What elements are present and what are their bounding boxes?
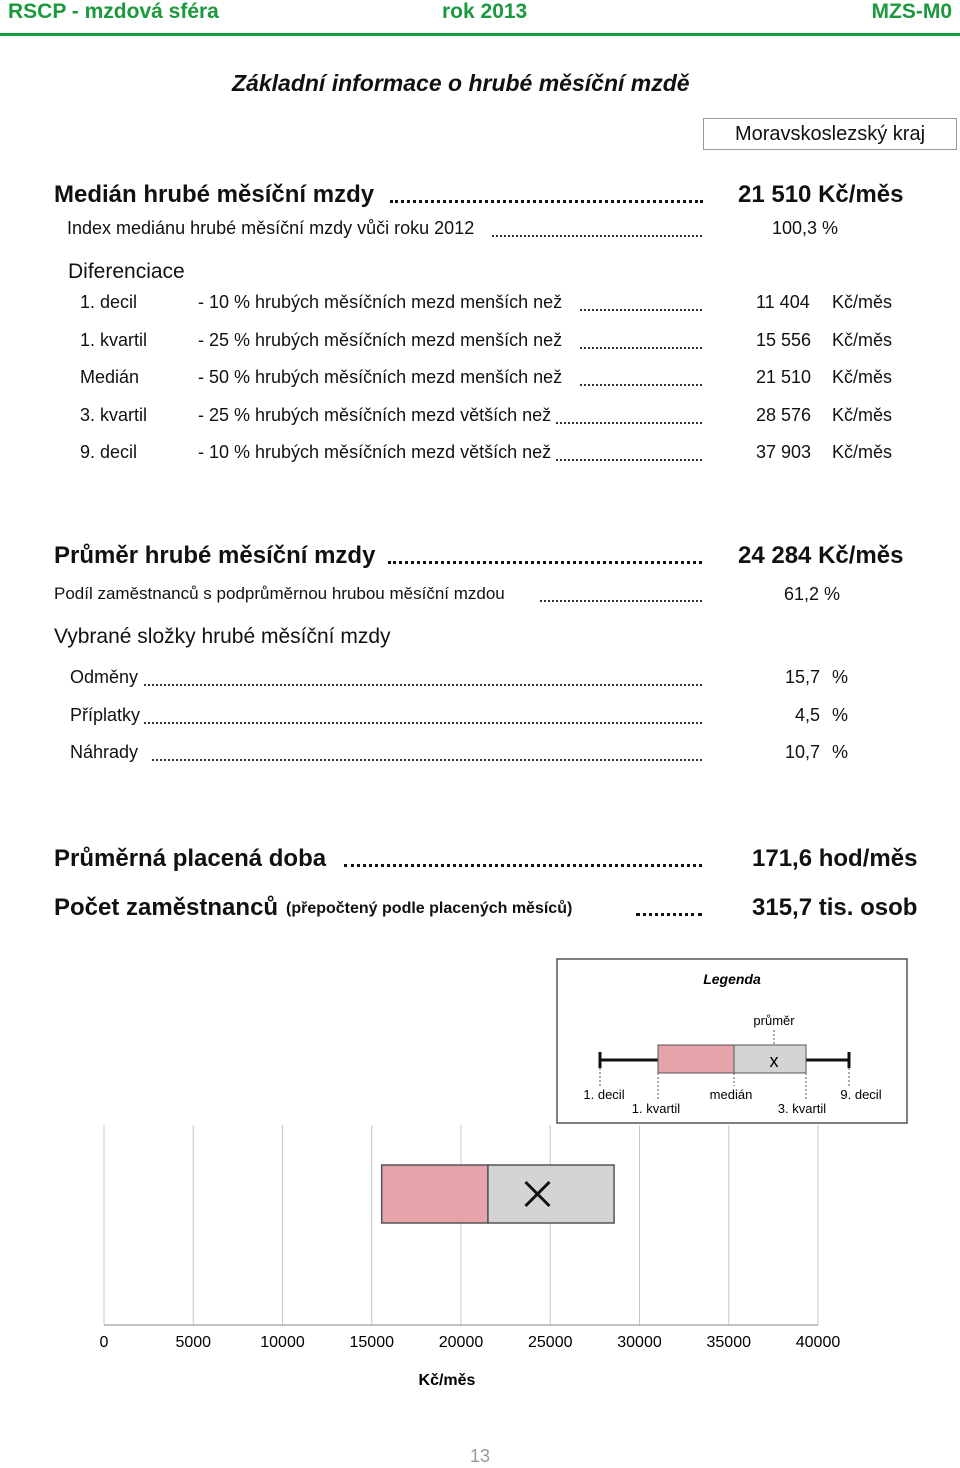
- median-value: 21 510 Kč/měs: [738, 181, 904, 208]
- dif-row-unit: Kč/měs: [832, 442, 893, 462]
- legend-decil9: 9. decil: [840, 1087, 882, 1102]
- box-lower-q1-median: [382, 1165, 488, 1223]
- x-tick-label: 20000: [438, 1334, 484, 1351]
- dot-leader: [556, 459, 702, 461]
- slozky-title: Vybrané složky hrubé měsíční mzdy: [54, 625, 391, 648]
- dot-leader: [388, 561, 702, 564]
- doba-value: 171,6 hod/měs: [752, 845, 918, 872]
- header-right: MZS-M0: [871, 0, 952, 23]
- dot-leader: [556, 422, 702, 424]
- legend-kvartil3: 3. kvartil: [777, 1101, 827, 1116]
- x-tick-label: 15000: [349, 1334, 394, 1351]
- dif-row-desc: - 50 % hrubých měsíčních mezd menších než: [198, 367, 563, 387]
- x-tick-label: 35000: [706, 1334, 751, 1351]
- x-tick-label: 25000: [528, 1334, 573, 1351]
- dif-row-name: 1. decil: [80, 292, 138, 312]
- region-box: Moravskoslezský kraj: [703, 118, 957, 150]
- pocet-label-small: (přepočtený podle placených měsíců): [286, 900, 573, 917]
- dif-row-unit: Kč/měs: [832, 329, 893, 350]
- dif-row-unit: Kč/měs: [832, 404, 893, 425]
- slozky-row-name: Náhrady: [70, 742, 139, 762]
- box-upper-median-q3: [488, 1165, 614, 1223]
- legend-kvartil1: 1. kvartil: [631, 1101, 681, 1116]
- dif-row-unit: Kč/měs: [832, 292, 893, 312]
- index-label: Index mediánu hrubé měsíční mzdy vůči roku 2012: [67, 218, 475, 238]
- box-plot-chart: [0, 1125, 960, 1395]
- x-axis-label: Kč/měs: [418, 1372, 476, 1389]
- dot-leader: [344, 864, 702, 867]
- podil-value: 61,2 %: [784, 584, 841, 604]
- dot-leader: [144, 684, 702, 686]
- median-label: Medián hrubé měsíční mzdy: [54, 181, 375, 208]
- dif-row-name: 9. decil: [80, 442, 138, 462]
- index-value: 100,3 %: [772, 218, 839, 238]
- slozky-row-value: 15,7: [784, 667, 820, 687]
- legend-median: medián: [709, 1087, 753, 1102]
- dot-leader: [636, 913, 702, 916]
- x-tick-label: 40000: [795, 1334, 841, 1351]
- dif-row-value: 11 404: [756, 292, 810, 312]
- dif-row-value: 15 556: [756, 329, 812, 350]
- diferenciace-title: Diferenciace: [68, 260, 185, 283]
- pocet-value: 315,7 tis. osob: [752, 894, 918, 921]
- dif-row-value: 28 576: [756, 404, 812, 425]
- legend-prumer: průměr: [753, 1013, 795, 1028]
- dot-leader: [144, 722, 702, 724]
- slozky-row-name: Příplatky: [70, 704, 141, 725]
- dot-leader: [152, 759, 702, 761]
- page-number: 13: [470, 1446, 491, 1466]
- dif-row-desc: - 10 % hrubých měsíčních mezd menších než: [198, 292, 563, 312]
- legend-decil1: 1. decil: [583, 1087, 625, 1102]
- legend-x: x: [769, 1051, 779, 1071]
- dif-row-name: 3. kvartil: [80, 404, 148, 425]
- dif-row-desc: - 10 % hrubých měsíčních mezd větších než: [198, 442, 552, 462]
- prumer-value: 24 284 Kč/měs: [738, 542, 904, 569]
- dif-row-desc: - 25 % hrubých měsíčních mezd větších než: [198, 404, 552, 425]
- slozky-row-value: 10,7: [784, 742, 820, 762]
- slozky-row-unit: %: [832, 667, 849, 687]
- dot-leader: [492, 235, 702, 237]
- legend-box: [556, 958, 908, 1124]
- x-tick-label: 5000: [175, 1334, 212, 1351]
- dif-row-desc: - 25 % hrubých měsíčních mezd menších než: [198, 329, 563, 350]
- pocet-label: Počet zaměstnanců: [54, 894, 279, 921]
- dif-row-value: 21 510: [756, 367, 812, 387]
- page-title: Základní informace o hrubé měsíční mzdě: [232, 70, 690, 96]
- x-tick-label: 0: [99, 1334, 109, 1351]
- header-rule: [0, 33, 960, 36]
- legend-title: Legenda: [703, 971, 761, 987]
- header-left: RSCP - mzdová sféra: [8, 0, 219, 23]
- dif-row-name: Medián: [80, 367, 140, 387]
- x-tick-label: 10000: [260, 1334, 305, 1351]
- header-center: rok 2013: [442, 0, 528, 23]
- doba-label: Průměrná placená doba: [54, 845, 327, 872]
- x-tick-label: 30000: [617, 1334, 662, 1351]
- slozky-row-unit: %: [832, 742, 849, 762]
- slozky-row-name: Odměny: [70, 667, 139, 687]
- podil-label: Podíl zaměstnanců s podprůměrnou hrubou měsíční mzdou: [54, 584, 505, 603]
- dif-row-value: 37 903: [756, 442, 812, 462]
- dot-leader: [390, 200, 703, 203]
- dot-leader: [580, 384, 702, 386]
- dif-row-name: 1. kvartil: [80, 329, 148, 350]
- dot-leader: [540, 600, 702, 602]
- slozky-row-unit: %: [832, 704, 849, 725]
- dot-leader: [580, 309, 702, 311]
- slozky-row-value: 4,5: [794, 704, 820, 725]
- dot-leader: [580, 347, 702, 349]
- prumer-label: Průměr hrubé měsíční mzdy: [54, 542, 376, 569]
- dif-row-unit: Kč/měs: [832, 367, 893, 387]
